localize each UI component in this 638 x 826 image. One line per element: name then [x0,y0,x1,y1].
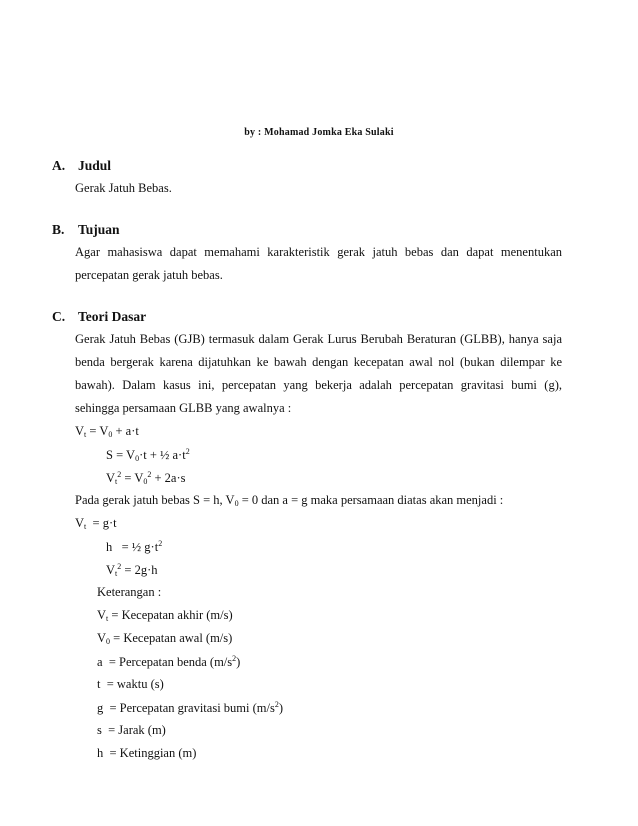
section-b-title: Tujuan [78,222,120,237]
equation-vt-squared: $V_t^2 = V_0^2 + 2a\cdot s$ [106,470,186,486]
equation-vt: $V_t = V_0 + a\cdot t$ [75,424,139,439]
section-b-letter: B. [52,222,65,237]
keterangan-symbol: h [97,746,104,760]
keterangan-item [97,654,240,670]
keterangan-description: = Ketinggian (m) [103,746,197,760]
section-c-title: Teori Dasar [78,309,147,324]
keterangan-symbol: t [97,677,101,691]
section-a-title: Judul [78,158,112,173]
keterangan-item [97,677,164,692]
keterangan-description: = Jarak (m) [101,723,166,737]
section-b-line-1: Agar mahasiswa dapat memahami karakteristik gerak jatuh bebas dan dapat menentukan [75,245,562,259]
keterangan-symbol: V [97,631,107,645]
keterangan-description: = Percepatan gravitasi bumi (m/s [103,701,275,715]
section-c-line-3: bawah). Dalam kasus ini, percepatan yang bekerja adalah percepatan gravitasi bumi (g), [75,378,562,392]
keterangan-unit-close: ) [236,655,241,669]
section-c-line-4: sehingga persamaan GLBB yang awalnya : [75,401,292,415]
equation-s: $S = V_0\cdot t$ + ½ $a\cdot t^2$ [106,447,190,463]
keterangan-symbol-subscript: t [106,614,109,623]
keterangan-symbol: a [97,655,103,669]
keterangan-description: = Percepatan benda (m/s [102,655,233,669]
keterangan-unit-superscript: 2 [232,654,237,663]
keterangan-symbol: V [97,608,107,622]
equation-ff-vt: $V_t = g\cdot t$ [75,516,117,531]
keterangan-label: Keterangan : [97,585,162,599]
keterangan-symbol: g [97,701,104,715]
keterangan-symbol-subscript: 0 [106,637,111,646]
keterangan-item [97,723,166,738]
keterangan-description: = Kecepatan akhir (m/s) [108,608,233,622]
section-c-line-2: benda bergerak karena dijatuhkan ke bawah dengan kecepatan awal nol (bukan dilempar ke [75,355,562,369]
keterangan-item [97,608,233,623]
section-b-heading [52,222,120,238]
section-b-line-2: percepatan gerak jatuh bebas. [75,268,223,282]
keterangan-symbol: s [97,723,102,737]
keterangan-item [97,631,232,646]
free-fall-intro: Pada gerak jatuh bebas S = h, $V_0 = 0$ dan a = g maka persamaan diatas akan menjadi : [75,493,504,508]
keterangan-description: = Kecepatan awal (m/s) [110,631,233,645]
section-a-text: Gerak Jatuh Bebas. [75,181,172,195]
keterangan-unit-superscript: 2 [274,700,279,709]
section-c-heading [52,309,146,325]
section-c-letter: C. [52,309,66,324]
section-a-letter: A. [52,158,66,173]
section-a-heading [52,158,111,174]
author-line: by : Mohamad Jomka Eka Sulaki [244,127,394,138]
section-c-line-1: Gerak Jatuh Bebas (GJB) termasuk dalam Gerak Lurus Berubah Beraturan (GLBB), hanya saja [75,332,562,346]
keterangan-item [97,746,196,761]
equation-ff-vt-squared: $V_t^2 = 2g\cdot h$ [106,562,158,578]
keterangan-item [97,700,283,716]
equation-ff-h: h = ½ $g\cdot t^2$ [106,539,163,554]
keterangan-unit-close: ) [278,701,284,715]
keterangan-description: = waktu (s) [100,677,164,691]
